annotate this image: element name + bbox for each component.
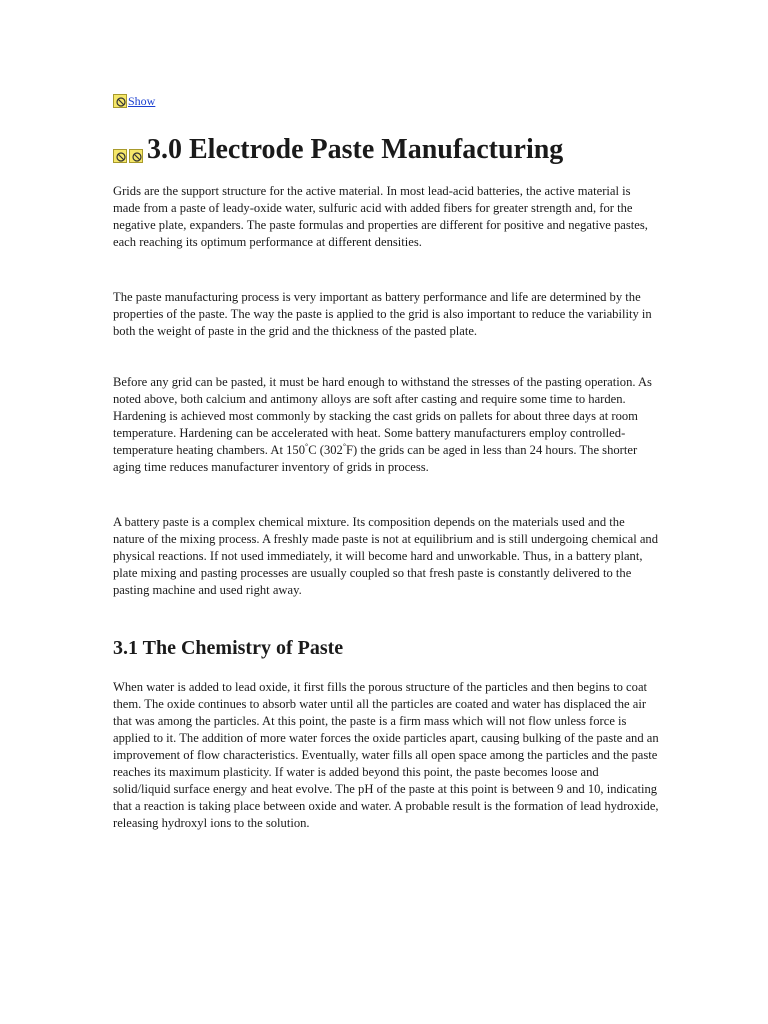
paragraph-grids: Grids are the support structure for the active material. In most lead-acid batteries, the active material is made from a paste of leady-oxide water, sulfuric acid with added fibers for greater strength and, for the negative plate, expanders. The paste formulas and properties are different for positive and negative pastes, each reaching its optimum performance at different densities. xyxy=(113,184,648,249)
show-link[interactable]: Show xyxy=(128,94,156,108)
toggle-icon[interactable] xyxy=(113,94,127,108)
hardening-unit-1: C (302 xyxy=(308,443,343,457)
paragraph-chemistry: When water is added to lead oxide, it first fills the porous structure of the particles and then begins to coat them. The oxide continues to absorb water until all the particles are coated and water has displaced the air that was among the particles. At this point, the paste is a firm mass which will not flow unless force is applied to it. The addition of more water forces the oxide particles apart, causing bulking of the paste and an improvement of flow characteristics. Eventually, water fills all open space among the particles and the paste reaches its maximum plasticity. If water is added beyond this point, the paste becomes loose and solid/liquid surface energy and heat evolve. The pH of the paste at this point is between 9 and 10, indicating that a reaction is taking place between oxide and water. A probable result is the formation of lead hydroxide, releasing hydroxyl ions to the solution. xyxy=(113,680,659,830)
hardening-text-1: Before any grid can be pasted, it must be hard enough to withstand the stresses of the pasting operation. As noted above, both calcium and antimony alloys are soft after casting and require some time to harden. Hardening is achieved most commonly by stacking the cast grids on pallets for about three days at room temperature. Hardening can be accelerated with heat. Some battery manufacturers employ controlled-temperature heating chambers. At 150 xyxy=(113,375,652,457)
paragraph-hardening xyxy=(113,374,659,476)
degree-symbol-celsius: ° xyxy=(305,441,309,451)
paragraph-mixture: A battery paste is a complex chemical mixture. Its composition depends on the materials used and the nature of the mixing process. A freshly made paste is not at equilibrium and is still undergoing chemical and physical reactions. If not used immediately, it will become hard and unworkable. Thus, in a battery plant, plate mixing and pasting processes are usually coupled so that fresh paste is constantly delivered to the pasting machine and used right away. xyxy=(113,515,659,597)
show-toggle[interactable] xyxy=(113,92,155,108)
page-title xyxy=(113,130,563,170)
paragraph-process: The paste manufacturing process is very important as battery performance and life are determined by the properties of the paste. The way the paste is applied to the grid is also important to reduce the variability in both the weight of paste in the grid and the thickness of the pasted plate. xyxy=(113,290,652,338)
page-title-text: 3.0 Electrode Paste Manufacturing xyxy=(147,134,564,165)
expand-icon[interactable] xyxy=(113,149,127,163)
heading-toggle-icons[interactable] xyxy=(113,137,145,163)
section-title: 3.1 The Chemistry of Paste xyxy=(113,637,344,659)
degree-symbol-fahrenheit: ° xyxy=(342,441,347,451)
collapse-icon[interactable] xyxy=(129,149,143,163)
hardening-text-2: F) the grids can be aged in less than 24 hours. The shorter aging time reduces manufacturer inventory of grids in process. xyxy=(113,443,638,474)
